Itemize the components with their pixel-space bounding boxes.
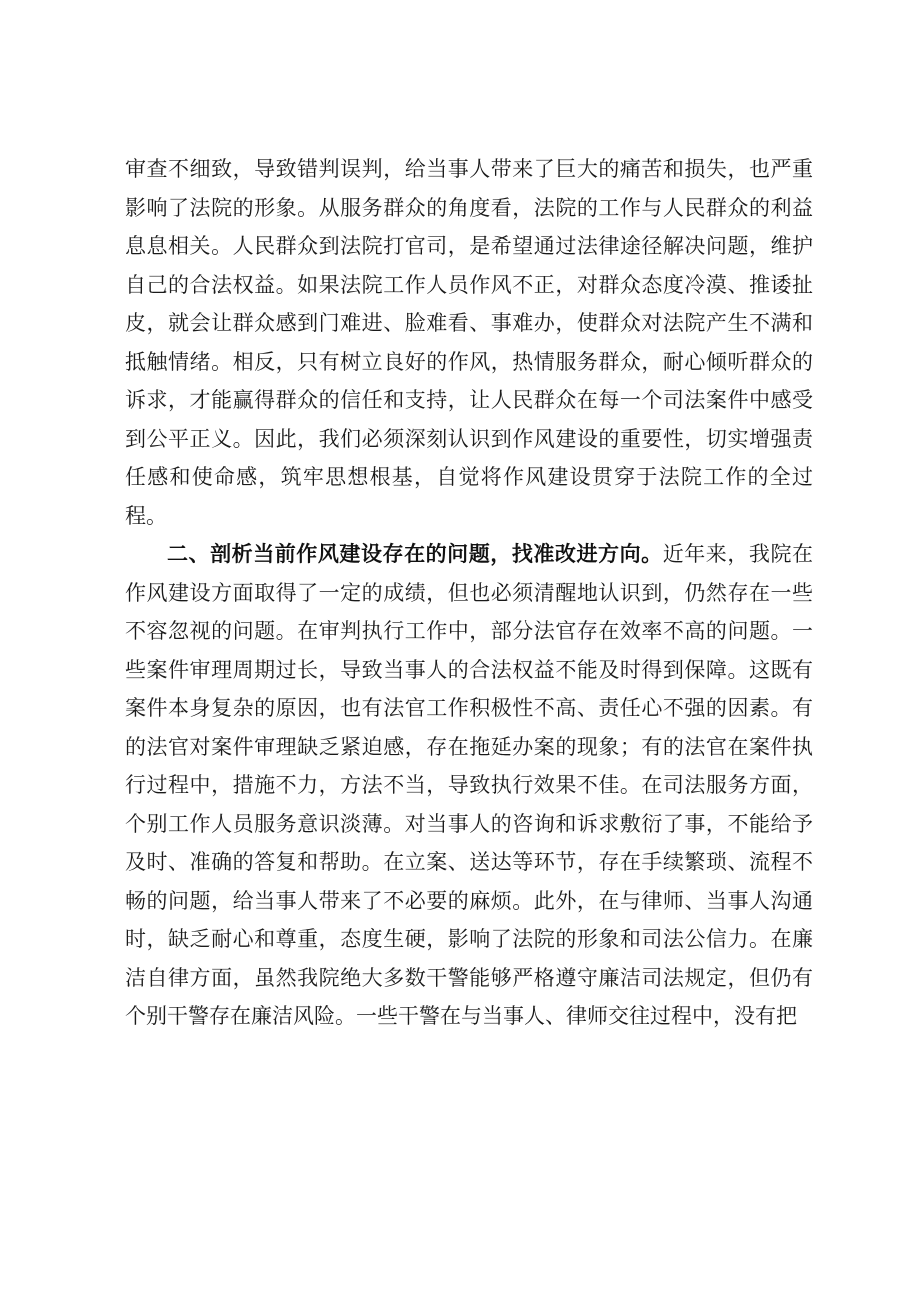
paragraph-section-two [125, 535, 813, 1036]
document-body [125, 150, 813, 1036]
paragraph-text: 审查不细致，导致错判误判，给当事人带来了巨大的痛苦和损失，也严重影响了法院的形象。从服务群众的角度看，法院的工作与人民群众的利益息息相关。人民群众到法院打官司，是希望通过法律途径解决问题，维护自己的合法权益。如果法院工作人员作风不正，对群众态度冷漠、推诿扯皮，就会让群众感到门难进、脸难看、事难办，使群众对法院产生不满和抵触情绪。相反，只有树立良好的作风，热情服务群众，耐心倾听群众的诉求，才能赢得群众的信任和支持，让人民群众在每一个司法案件中感受到公平正义。因此，我们必须深刻认识到作风建设的重要性，切实增强责任感和使命感，筑牢思想根基，自觉将作风建设贯穿于法院工作的全过程。 [125, 157, 813, 528]
paragraph-continuation [125, 150, 813, 535]
section-heading: 二、剖析当前作风建设存在的问题，找准改进方向。 [167, 542, 663, 566]
paragraph-text: 近年来，我院在作风建设方面取得了一定的成绩，但也必须清醒地认识到，仍然存在一些不容忽视的问题。在审判执行工作中，部分法官存在效率不高的问题。一些案件审理周期过长，导致当事人的合法权益不能及时得到保障。这既有案件本身复杂的原因，也有法官工作积极性不高、责任心不强的因素。有的法官对案件审理缺乏紧迫感，存在拖延办案的现象；有的法官在案件执行过程中，措施不力，方法不当，导致执行效果不佳。在司法服务方面，个别工作人员服务意识淡薄。对当事人的咨询和诉求敷衍了事，不能给予及时、准确的答复和帮助。在立案、送达等环节，存在手续繁琐、流程不畅的问题，给当事人带来了不必要的麻烦。此外，在与律师、当事人沟通时，缺乏耐心和尊重，态度生硬，影响了法院的形象和司法公信力。在廉洁自律方面，虽然我院绝大多数干警能够严格遵守廉洁司法规定，但仍有个别干警存在廉洁风险。一些干警在与当事人、律师交往过程中，没有把 [125, 542, 813, 1028]
